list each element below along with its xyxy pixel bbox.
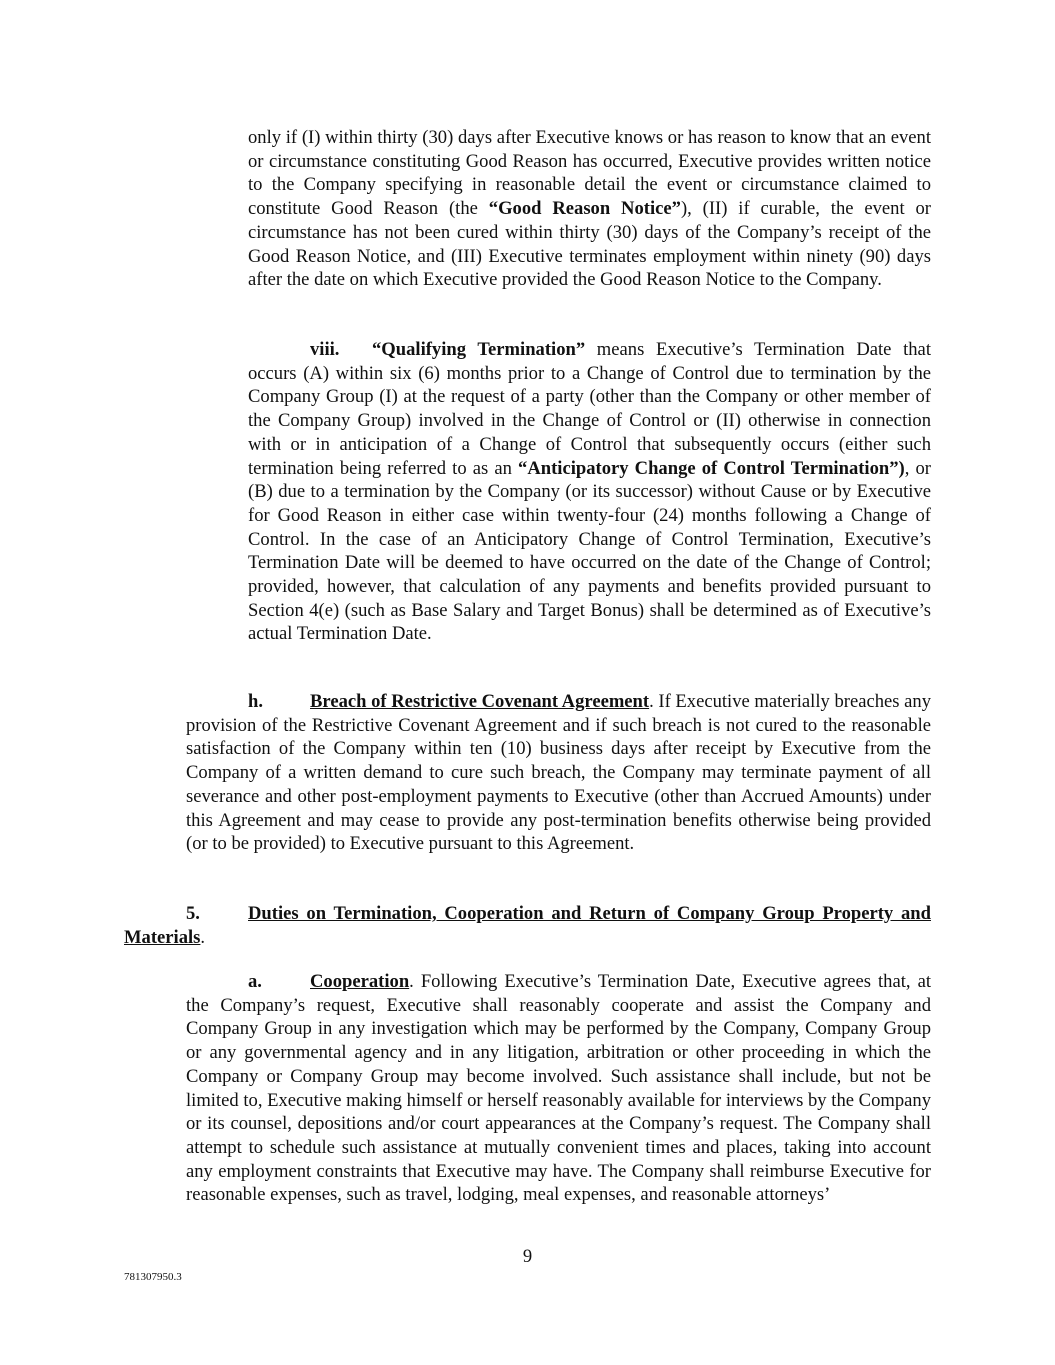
section-heading: Cooperation: [310, 971, 410, 992]
paragraph-breach-covenant: [186, 690, 931, 856]
section-5-heading: [124, 902, 931, 949]
paragraph-text: only if (I) within thirty (30) days after Executive knows or has reason to know that an event or circumstance constituting Good Reason has occurred, Executive provides written notice to the Company specifying in reasonable detail the event or circumstance claimed to constitute Good Reason (the: [248, 127, 931, 220]
paragraph-qualifying-termination: [248, 338, 931, 646]
defined-term-qualifying-termination: “Qualifying Termination”: [372, 339, 586, 360]
page-number: 9: [522, 1246, 533, 1267]
paragraph-text: ), (II) if curable, the event or circumstance has not been cured within thirty (30) days of the Company’s receipt of the Good Reason Notice, and (III) Executive terminates employment within ninety (90) days after the date on which Executive provided the Good Reason Notice to the Company.: [248, 198, 931, 291]
document-id: 781307950.3: [124, 1271, 182, 1283]
paragraph-text: , or (B) due to a termination by the Company (or its successor) without Cause or by Executive for Good Reason in either case within twenty-four (24) months following a Change of Control. In the case of an Anticipatory Change of Control Termination, Executive’s Termination Date will be deemed to have occurred on the date of the Change of Control; provided, however, that calculation of any payments and benefits provided pursuant to Section 4(e) (such as Base Salary and Target Bonus) shall be determined as of Executive’s actual Termination Date.: [248, 457, 931, 645]
section-number: viii.: [310, 339, 340, 360]
section-number: a.: [248, 971, 262, 992]
section-number: h.: [248, 691, 263, 712]
paragraph-text: .: [200, 926, 206, 948]
paragraph-text: means Executive’s Termination Date that occurs (A) within six (6) months prior to a Change of Control due to termination by the Company Group (I) at the request of a party (other than the Company or other member of the Company Group) involved in the Change of Control or (II) otherwise in connection with or in anticipation of a Change of Control that subsequently occurs (either such termination being referred to as an: [248, 339, 931, 479]
paragraph-text: . Following Executive’s Termination Date, Executive agrees that, at the Company’s request, Executive shall reasonably cooperate and assist the Company and Company Group in any investigation which may be performed by the Company, Company Group or any governmental agency and in any litigation, arbitration or other proceeding in which the Company or Company Group may become involved. Such assistance shall include, but not be limited to, Executive making himself or herself reasonably available for interviews by the Company or its counsel, depositions and/or court appearances at the Company’s request. The Company shall attempt to schedule such assistance at mutually convenient times and places, taking into account any employment constraints that Executive may have. The Company shall reimburse Executive for reasonable expenses, such as travel, lodging, meal expenses, and reasonable attorneys’: [186, 971, 931, 1206]
section-number: 5.: [186, 903, 200, 924]
defined-term-good-reason-notice: “Good Reason Notice”: [488, 198, 681, 220]
section-heading: Duties on Termination, Cooperation and Return of Company Group Property and Materials: [124, 903, 931, 948]
section-heading: Breach of Restrictive Covenant Agreement: [310, 691, 650, 712]
paragraph-text: . If Executive materially breaches any provision of the Restrictive Covenant Agreement and if such breach is not cured to the reasonable satisfaction of the Company within ten (10) business days after receipt by Executive from the Company of a written demand to cure such breach, the Company may terminate payment of all severance and other post-employment payments to Executive (other than Accrued Amounts) under this Agreement and may cease to provide any post-termination benefits otherwise being provided (or to be provided) to Executive pursuant to this Agreement.: [186, 691, 931, 855]
paragraph-good-reason-continuation: [248, 126, 931, 292]
defined-term-anticipatory-termination: “Anticipatory Change of Control Termination”): [518, 457, 905, 479]
paragraph-cooperation: [186, 970, 931, 1207]
